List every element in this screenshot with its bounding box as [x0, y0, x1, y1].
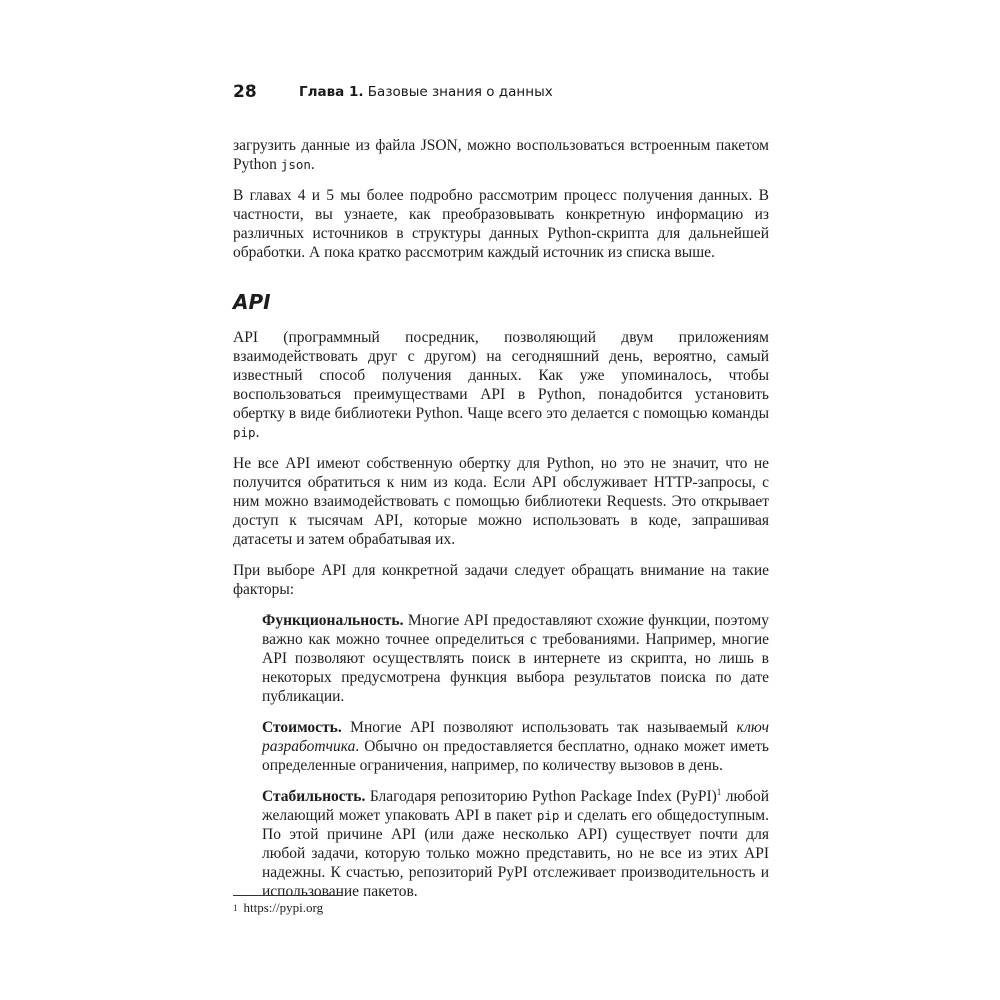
factor-item-functionality [262, 611, 769, 706]
api-p1-text: API (программный посредник, позволяющий двум приложениям взаимодействовать друг с другом) на сегодняшний день, вероятно, самый известный способ получения данных. Как уже упоминалось, чтобы воспользоваться преимуществами API в Python, понадобится установить обертку в виде библиотеки Python. Чаще всего это делается с помощью команды [233, 329, 769, 422]
factor-text-mid: любой желающий может упаковать API в пакет [262, 788, 769, 824]
factor-text: Многие API позволяют использовать так называемый [341, 719, 737, 736]
footnote-mark: 1 [233, 903, 238, 913]
factor-text-end: и сделать его общедоступным. По этой причине API (или даже несколько API) существует почти для любой задачи, которую только можно представить, но не все из этих API надежны. К счастью, репозиторий PyPI отслеживает производительность и использование пакетов. [262, 807, 769, 900]
footnote-reference: 1 [716, 786, 722, 797]
factor-term: Стабильность. [262, 788, 366, 805]
chapter-title-text: Базовые знания о данных [367, 84, 553, 100]
factor-item-cost [262, 718, 769, 775]
api-paragraph-2: Не все API имеют собственную обертку для Python, но это не значит, что не получится обратиться к ним из кода. Если API обслуживает HTTP-запросы, с ним можно взаимодействовать с помощью библиотеки Requests. Это открывает доступ к тысячам API, которые можно использовать в коде, запрашивая датасеты и затем обрабатывая их. [233, 455, 769, 548]
page-number: 28 [233, 82, 257, 102]
running-header [233, 82, 773, 104]
factor-term: Функциональность. [262, 612, 404, 629]
intro-paragraph-2: В главах 4 и 5 мы более подробно рассмотрим процесс получения данных. В частности, вы узнаете, как преобразовывать конкретную информацию из различных источников в структуры данных Python-скрипта для дальнейшей обработки. А пока кратко рассмотрим каждый источник из списка выше. [233, 187, 769, 261]
api-p1-end: . [255, 424, 260, 441]
factor-text-end: . Обычно он предоставляется бесплатно, однако может иметь определенные ограничения, например, по количеству вызовов в день. [262, 738, 769, 774]
api-paragraph-3: При выборе API для конкретной задачи следует обращать внимание на такие факторы: [233, 562, 769, 598]
factor-emphasis: ключ разработчика [262, 719, 769, 755]
code-json: json [280, 157, 311, 172]
footnote [233, 900, 323, 916]
factor-item-stability [262, 787, 769, 901]
page-body [233, 136, 769, 913]
chapter-title [299, 84, 553, 100]
section-heading-api: API [233, 290, 271, 314]
factor-term: Стоимость. [262, 719, 342, 736]
intro-p1-text: загрузить данные из файла JSON, можно воспользоваться встроенным пакетом Python [233, 137, 769, 173]
code-pip: pip [233, 425, 256, 440]
footnote-divider [233, 895, 342, 896]
factor-text: Многие API предоставляют схожие функции, поэтому важно как можно точнее определиться с требованиями. Например, многие API позволяют осуществлять поиск в интернете из скрипта, но лишь в некоторых предусмотрена функция выбора результатов поиска по дате публикации. [262, 612, 769, 705]
footnote-link-text: https://pypi.org [243, 900, 324, 915]
intro-p1-end: . [310, 156, 315, 173]
intro-paragraph-1 [233, 136, 769, 174]
chapter-label: Глава 1. [299, 84, 364, 100]
code-pip: pip [536, 808, 560, 823]
factor-text: Благодаря репозиторию Python Package Index (PyPI) [365, 788, 717, 805]
api-paragraph-1 [233, 328, 769, 442]
